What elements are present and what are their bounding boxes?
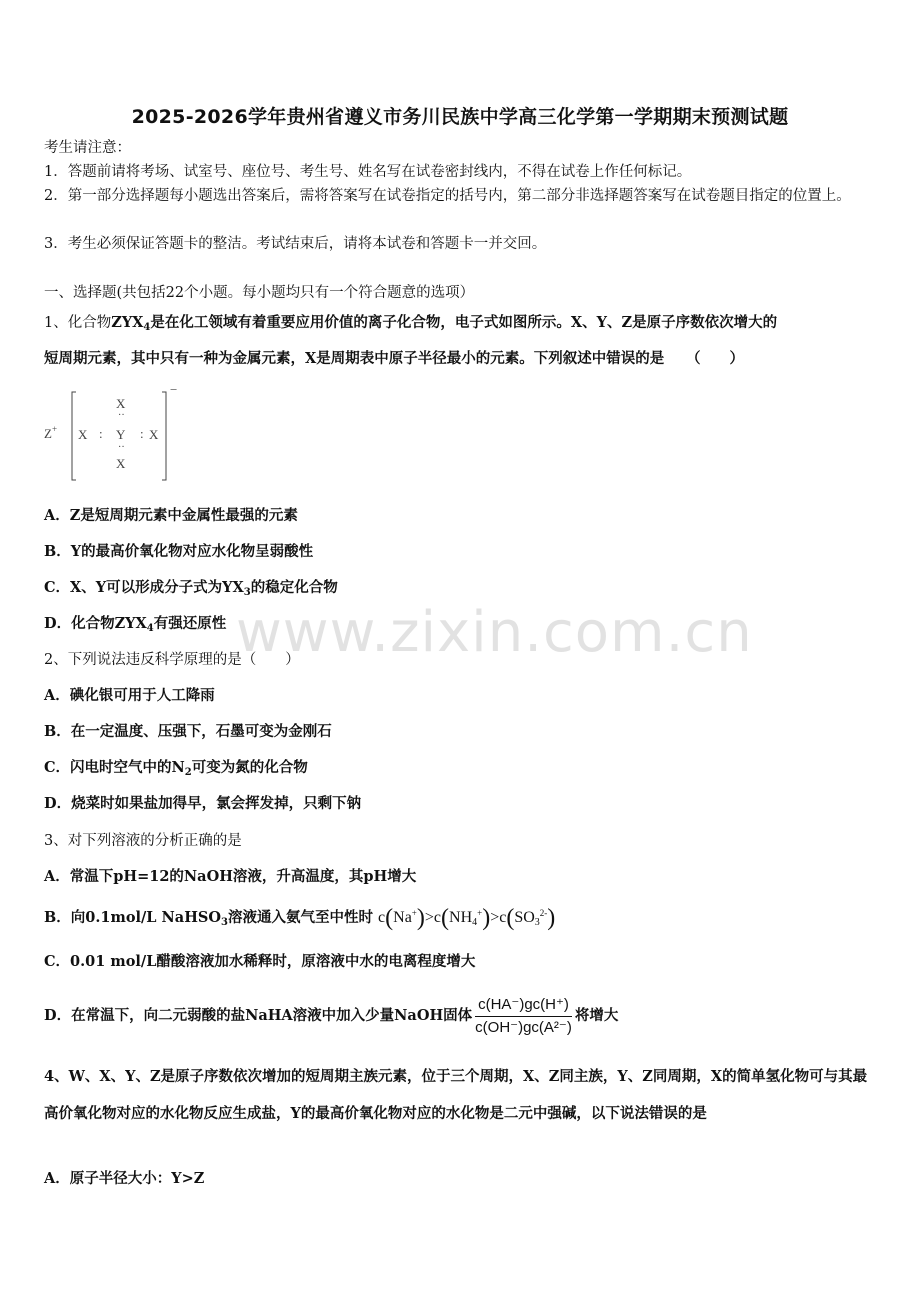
question-3-stem: 3、对下列溶液的分析正确的是 xyxy=(44,833,242,849)
question-2-option-d: D．烧菜时如果盐加得早，氯会挥发掉，只剩下钠 xyxy=(44,795,362,812)
question-3-option-d: D．在常温下，向二元弱酸的盐NaHA溶液中加入少量NaOH固体 $\frac{c(HA^-)gc(H^+)}{\text{c(OH⁻)gc(A²⁻)}}$ 将增大 xyxy=(44,995,619,1036)
question-2-option-c: C．闪电时空气中的$N_2$可变为氮的化合物 xyxy=(44,759,308,778)
atom-y-center: Y xyxy=(116,427,126,442)
notice-item: 1．答题前请将考场、试室号、座位号、考生号、姓名写在试卷密封线内，不得在试卷上作任何标记。 xyxy=(44,164,692,180)
anion-charge: − xyxy=(170,382,178,397)
question-3-option-b: B．向0.1mol/L NaHSO$_3$溶液通入氨气至中性时 $c(Na^+)>c(NH_4^+)>c(SO_3^{2-})$ xyxy=(44,905,556,931)
question-4-stem: 4、W、X、Y、Z是原子序数依次增加的短周期主族元素，位于三个周期，X、Z同主族，Y、Z同周期，X的简单氢化物可与其最高价氧化物对应的水化物反应生成盐，Y的最高价氧化物对应的水化物是二元中强碱，以下说法错误的是 xyxy=(44,1068,868,1122)
notice-heading: 考生请注意： xyxy=(44,140,131,156)
atom-x-bottom: X xyxy=(116,456,126,471)
atom-x-top: X xyxy=(116,396,126,411)
electron-dots: ·· xyxy=(118,442,125,453)
question-1-stem-cont: 短周期元素，其中只有一种为金属元素，X是周期表中原子半径最小的元素。下列叙述中错误的是 （ ） xyxy=(44,350,744,367)
question-3-option-c: C．0.01 mol/L醋酸溶液加水稀释时，原溶液中水的电离程度增大 xyxy=(44,953,476,970)
question-3-option-a: A．常温下pH=12的NaOH溶液，升高温度，其pH增大 xyxy=(44,868,417,885)
question-2-option-b: B．在一定温度、压强下，石墨可变为金刚石 xyxy=(44,723,332,740)
atom-x-right: X xyxy=(149,427,159,442)
bond-dots: : xyxy=(140,426,144,441)
question-4-option-a: A．原子半径大小：Y>Z xyxy=(44,1170,205,1187)
concentration-inequality: $c(Na^+)>c(NH_4^+)>c(SO_3^{2-})$ xyxy=(378,905,556,931)
question-2-option-a: A．碘化银可用于人工降雨 xyxy=(44,687,215,704)
section-heading: 一、选择题(共包括22个小题。每小题均只有一个符合题意的选项） xyxy=(44,285,475,301)
question-1-option-a: A．Z是短周期元素中金属性最强的元素 xyxy=(44,507,298,524)
electron-structure-diagram xyxy=(44,382,204,488)
notice-item: 2．第一部分选择题每小题选出答案后，需将答案写在试卷指定的括号内，第二部分非选择题答案写在试卷题目指定的位置上。 xyxy=(44,188,851,204)
question-1-option-b: B．Y的最高价氧化物对应水化物呈弱酸性 xyxy=(44,543,314,560)
atom-x-left: X xyxy=(78,427,88,442)
watermark: www.zixin.com.cn xyxy=(236,600,753,665)
question-1-stem: 1、化合物$ZYX_4$是在化工领域有着重要应用价值的离子化合物，电子式如图所示。X、Y、Z是原子序数依次增大的 xyxy=(44,314,778,333)
question-2-stem: 2、下列说法违反科学原理的是（ ） xyxy=(44,652,300,668)
notice-item: 3．考生必须保证答题卡的整洁。考试结束后，请将本试卷和答题卡一并交回。 xyxy=(44,236,547,252)
page-title: 2025-2026学年贵州省遵义市务川民族中学高三化学第一学期期末预测试题 xyxy=(131,106,789,128)
cation-symbol: Z+ xyxy=(44,424,58,441)
bond-dots: : xyxy=(99,426,103,441)
concentration-ratio: $\frac{c(HA^-)gc(H^+)}{\text{c(OH⁻)gc(A²⁻)}}$ xyxy=(475,995,572,1036)
question-1-option-d: D．化合物$ZYX_4$有强还原性 xyxy=(44,615,227,634)
electron-dots: ·· xyxy=(118,410,125,421)
question-1-option-c: C．X、Y可以形成分子式为$YX_3$的稳定化合物 xyxy=(44,579,338,598)
